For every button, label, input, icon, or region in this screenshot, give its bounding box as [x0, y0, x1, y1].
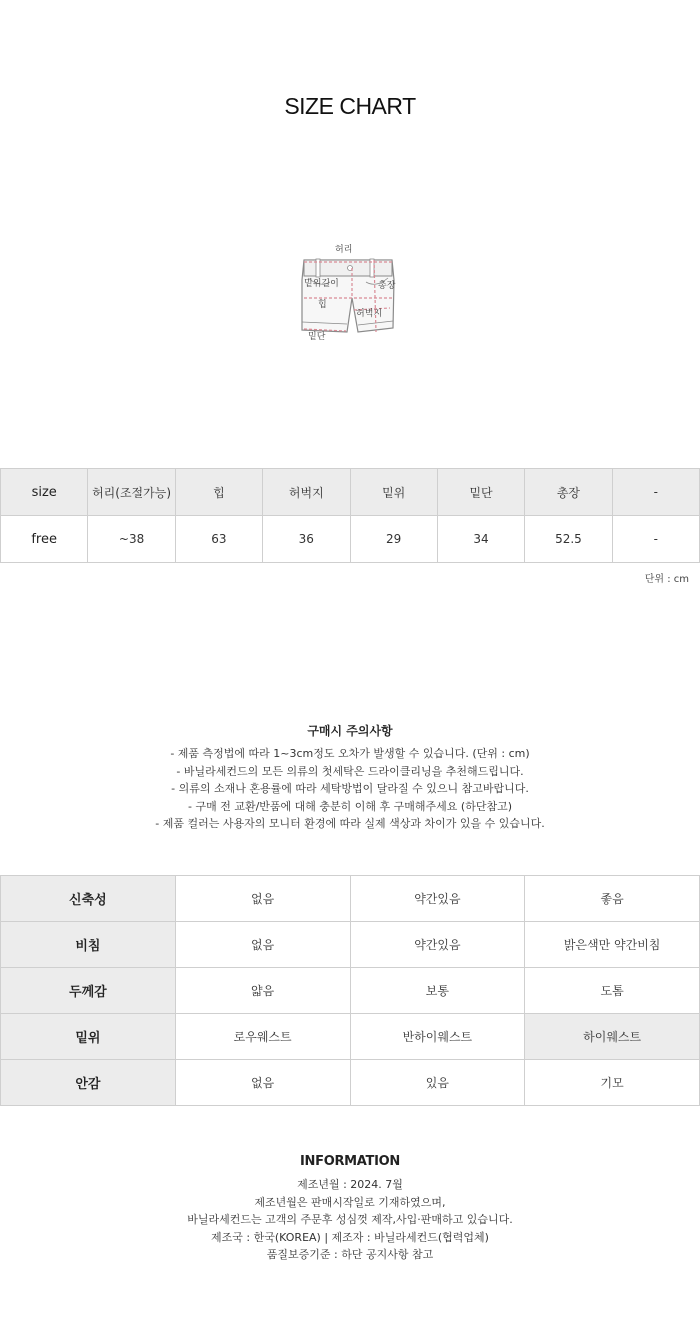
list-item: 바닐라세컨드는 고객의 주문후 성심껏 제작,사입·판매하고 있습니다. — [187, 1213, 513, 1226]
property-label: 밑위 — [1, 1014, 176, 1060]
table-row — [1, 1060, 700, 1106]
property-option: 하이웨스트 — [525, 1014, 700, 1060]
property-label: 비침 — [1, 922, 176, 968]
property-option: 기모 — [525, 1060, 700, 1106]
property-option: 도톰 — [525, 968, 700, 1014]
table-row — [1, 876, 700, 922]
table-row — [1, 922, 700, 968]
property-option: 없음 — [175, 1060, 350, 1106]
table-row — [1, 1014, 700, 1060]
diagram-label-thigh: 허벅지 — [356, 309, 383, 319]
size-header-cell: 힙 — [175, 469, 262, 516]
size-header-cell: 허벅지 — [263, 469, 350, 516]
size-cell: 36 — [263, 516, 350, 563]
size-cell: - — [612, 516, 699, 563]
property-option: 없음 — [175, 876, 350, 922]
size-header-cell: - — [612, 469, 699, 516]
list-item: - 구매 전 교환/반품에 대해 충분히 이해 후 구매해주세요 (하단참고) — [187, 799, 512, 813]
information-list — [0, 1176, 700, 1264]
diagram-label-waist: 허리 — [335, 245, 353, 255]
diagram-label-length: 총장 — [378, 281, 396, 291]
list-item: - 제품 측정법에 따라 1~3cm정도 오차가 발생할 수 있습니다. (단위 : cm) — [170, 747, 530, 760]
size-cell: 63 — [175, 516, 262, 563]
property-option: 밝은색만 약간비침 — [525, 922, 700, 968]
table-row — [1, 968, 700, 1014]
property-option: 로우웨스트 — [175, 1014, 350, 1060]
list-item: - 제품 컬러는 사용자의 모니터 환경에 따라 실제 색상과 차이가 있을 수 있습니다. — [155, 817, 545, 830]
size-header-cell: 밑위 — [350, 469, 437, 516]
property-option: 약간있음 — [350, 922, 525, 968]
shorts-measurement-diagram — [290, 238, 410, 348]
list-item: - 의류의 소재나 혼용률에 따라 세탁방법이 달라질 수 있으니 참고바랍니다. — [171, 782, 529, 795]
size-header-cell: size — [1, 469, 88, 516]
property-option: 약간있음 — [350, 876, 525, 922]
property-option: 반하이웨스트 — [350, 1014, 525, 1060]
list-item: - 바닐라세컨드의 모든 의류의 첫세탁은 드라이클리닝을 추천해드립니다. — [176, 764, 524, 778]
size-cell: 34 — [437, 516, 524, 563]
notice-list — [0, 745, 700, 833]
table-row — [1, 516, 700, 563]
diagram-label-hem: 밑단 — [308, 332, 326, 342]
size-header-cell: 허리(조절가능) — [88, 469, 175, 516]
property-option: 얇음 — [175, 968, 350, 1014]
size-cell: ~38 — [88, 516, 175, 563]
size-header-cell: 밑단 — [437, 469, 524, 516]
size-table — [0, 468, 700, 563]
size-header-cell: 총장 — [525, 469, 612, 516]
property-option: 좋음 — [525, 876, 700, 922]
list-item: 품질보증기준 : 하단 공지사항 참고 — [266, 1248, 434, 1261]
property-option: 있음 — [350, 1060, 525, 1106]
size-cell: 29 — [350, 516, 437, 563]
diagram-label-hip: 힙 — [318, 300, 327, 310]
diagram-label-rise: 밑위길이 — [304, 279, 339, 289]
list-item: 제조국 : 한국(KOREA) | 제조자 : 바닐라세컨드(협력업체) — [211, 1230, 489, 1244]
property-label: 안감 — [1, 1060, 176, 1106]
unit-note: 단위 : cm — [644, 574, 689, 585]
properties-table — [0, 875, 700, 1106]
page-title: SIZE CHART — [284, 93, 416, 119]
property-label: 신축성 — [1, 876, 176, 922]
property-option: 없음 — [175, 922, 350, 968]
notice-title: 구매시 주의사항 — [307, 724, 393, 738]
property-label: 두께감 — [1, 968, 176, 1014]
list-item: 제조년월 : 2024. 7월 — [297, 1178, 403, 1191]
list-item: 제조년월은 판매시작일로 기재하였으며, — [254, 1195, 446, 1209]
size-cell: free — [1, 516, 88, 563]
property-option: 보통 — [350, 968, 525, 1014]
size-table-header-row — [1, 469, 700, 516]
information-title: INFORMATION — [300, 1154, 400, 1169]
size-cell: 52.5 — [525, 516, 612, 563]
